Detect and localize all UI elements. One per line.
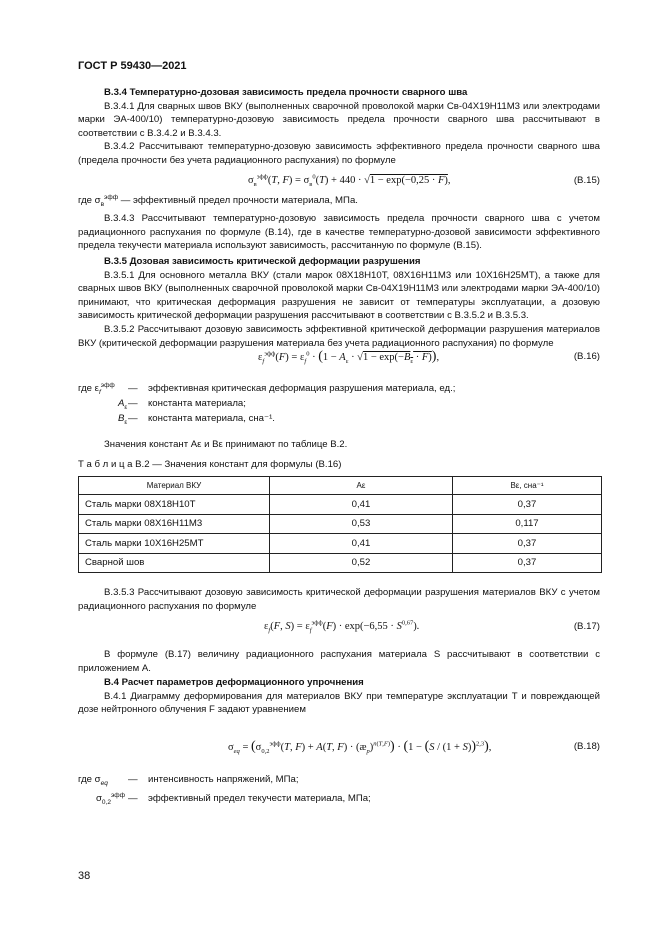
paragraph: В.3.5.3 Рассчитывают дозовую зависимость критической деформации разрушения материалов ВКУ с учетом радиационного распухания по формуле [78, 587, 600, 612]
table-cell: Сталь марки 08Х18Н10Т [79, 495, 270, 515]
table-row [79, 553, 602, 573]
formula-expression: $\varepsilon_f^{эфф}(F) = \varepsilon_f^0 \cdot (1 - A_\varepsilon \cdot √1 - \exp(-B_\varepsilon \cdot F))$, [258, 349, 440, 366]
formula-number: (В.16) [573, 351, 600, 362]
paragraph-b17-note [78, 648, 600, 675]
page-number: 38 [78, 870, 91, 882]
formula-expression: $\sigma_в^{эфф}(T$, $F) = \sigma_в^0(T) + 440 \cdot √1 - \exp(-0,25 \cdot F)$, [248, 173, 451, 189]
definition-text: эффективная критическая деформация разрушения материала, ед.; [148, 383, 456, 394]
definition-symbol: где $\varepsilon_f^{эфф}$ [78, 381, 115, 396]
table-cell: 0,52 [270, 553, 453, 573]
definition-text: интенсивность напряжений, МПа; [148, 774, 299, 785]
table-cell: 0,117 [453, 514, 602, 534]
paragraph: В.3.4.1 Для сварных швов ВКУ (выполненных сварочной проволокой марки Св-04Х19Н11М3 или электродами марки ЭА-400/10) температурно-дозовую зависимость предела прочности сварного шва рассчитывают в соответствии с В.3.4.2 и В.3.4.3. [78, 100, 600, 139]
formula-number: (В.18) [573, 741, 600, 752]
where-symbol: где $\sigma_в^{эфф}$ [78, 193, 119, 208]
formula-b15 [78, 170, 600, 192]
definition-symbol: $B_\varepsilon$ [118, 413, 128, 426]
definitions-b16 [78, 381, 455, 426]
table-cell: Сталь марки 08Х16Н11М3 [79, 514, 270, 534]
table-cell: 0,37 [453, 534, 602, 554]
section-b35 [78, 255, 600, 350]
paragraph-b353 [78, 586, 600, 613]
definition-row: $B_\varepsilon$ — константа материала, сна⁻¹. [78, 411, 455, 426]
table-caption [78, 458, 600, 472]
section-heading: В.3.4 Температурно-дозовая зависимость предела прочности сварного шва [104, 87, 468, 98]
formula-expression: $\varepsilon_f(F$, $S) = \varepsilon_f^{эфф}(F) \cdot \exp(-6,55 \cdot S^{0,67})$. [264, 619, 420, 635]
table-cell: Сварной шов [79, 553, 270, 573]
paragraph: В формуле (В.17) величину радиационного распухания материала S рассчитывают в соответствии с приложением А. [78, 649, 600, 674]
formula-number: (В.17) [573, 621, 600, 632]
constants-table [78, 476, 602, 573]
section-b34 [78, 86, 600, 168]
definitions-b18 [78, 772, 371, 806]
definition-row: $A_\varepsilon$ — константа материала; [78, 396, 455, 411]
formula-b16 [78, 346, 600, 368]
table-header-cell: Aε [270, 477, 453, 495]
definition-symbol: где $\sigma_{eq}$ [78, 774, 108, 787]
definition-symbol: $\sigma_{0,2}^{эфф}$ [96, 791, 125, 806]
table-row [79, 495, 602, 515]
where-b15 [78, 194, 600, 208]
document-header: ГОСТ Р 59430—2021 [78, 60, 187, 72]
paragraph-b343 [78, 212, 600, 253]
table-row [79, 514, 602, 534]
paragraph: В.3.4.3 Рассчитывают температурно-дозовую зависимость предела прочности сварного шва с учетом радиационного распухания по формуле (В.14), где в качестве температурно-дозовой зависимости эффективного предела текучести материала используют зависимость, рассчитанную по формуле (В.15). [78, 213, 600, 252]
definition-text: эффективный предел текучести материала, МПа; [148, 793, 371, 804]
formula-expression: $\sigma_{eq} = (\sigma_{0,2}^{эфф}(T$, F) + A(T, $F) \cdot (æ_p)^{n(T,F)}) \cdot (1 - (S / (1 + S))^{2,3})$, [228, 739, 492, 756]
paragraph: В.3.5.1 Для основного металла ВКУ (стали марок 08Х18Н10Т, 08Х16Н11М3 или 10Х16Н25МТ), а также для сварных швов ВКУ (выполненных сварочной проволокой марки Св-04Х19Н11М3 или электродами марки ЭА-400/10) принимают, что критическая деформация разрушения не зависит от температуры эксплуатации, а дозовую зависимость критической деформации разрушения рассчитывают в соответствии с В.3.5.2 и В.3.5.3. [78, 269, 600, 322]
table-cell: 0,41 [270, 534, 453, 554]
table-cell: Сталь марки 10Х16Н25МТ [79, 534, 270, 554]
table-cell: 0,53 [270, 514, 453, 534]
definition-row: $\sigma_{0,2}^{эфф}$ — эффективный предел текучести материала, МПа; [78, 791, 371, 806]
definition-text: константа материала, сна⁻¹. [148, 413, 275, 424]
definition-text: константа материала; [148, 398, 246, 409]
table-cell: 0,37 [453, 495, 602, 515]
section-heading: В.3.5 Дозовая зависимость критической деформации разрушения [104, 256, 421, 267]
caption-text: Т а б л и ц а В.2 — Значения констант для формулы (В.16) [78, 459, 342, 470]
table-cell: 0,41 [270, 495, 453, 515]
formula-b18 [78, 732, 600, 762]
paragraph: В.3.5.2 Рассчитывают дозовую зависимость эффективной критической деформации разрушения материалов ВКУ (критической деформации разрушения материала без учета радиационного распухания) по формуле [78, 323, 600, 349]
table-header-cell: Bε, сна⁻¹ [453, 477, 602, 495]
paragraph: В.3.4.2 Рассчитывают температурно-дозовую зависимость эффективного предела прочности сварного шва (предела прочности без учета радиационного распухания) по формуле [78, 141, 600, 166]
formula-b17 [78, 616, 600, 638]
where-text: — эффективный предел прочности материала, МПа. [120, 195, 358, 206]
definition-symbol: $A_\varepsilon$ [118, 398, 128, 411]
definition-row: где $\varepsilon_f^{эфф}$ — эффективная критическая деформация разрушения материала, ед.; [78, 381, 456, 396]
table-header-cell: Материал ВКУ [79, 477, 270, 495]
paragraph: В.4.1 Диаграмму деформирования для материалов ВКУ при температуре эксплуатации T и повреждающей дозе нейтронного облучения F задают уравнением [78, 690, 600, 716]
section-heading: В.4 Расчет параметров деформационного упрочнения [104, 677, 364, 688]
table-row [79, 534, 602, 554]
paragraph: Значения констант Aε и Bε принимают по таблице В.2. [104, 439, 348, 450]
section-b4 [78, 676, 600, 717]
definition-row: где $\sigma_{eq}$ — интенсивность напряжений, МПа; [78, 774, 299, 787]
consts-note [78, 438, 600, 452]
formula-number: (В.15) [573, 175, 600, 186]
table-cell: 0,37 [453, 553, 602, 573]
table-header-row [79, 477, 602, 495]
